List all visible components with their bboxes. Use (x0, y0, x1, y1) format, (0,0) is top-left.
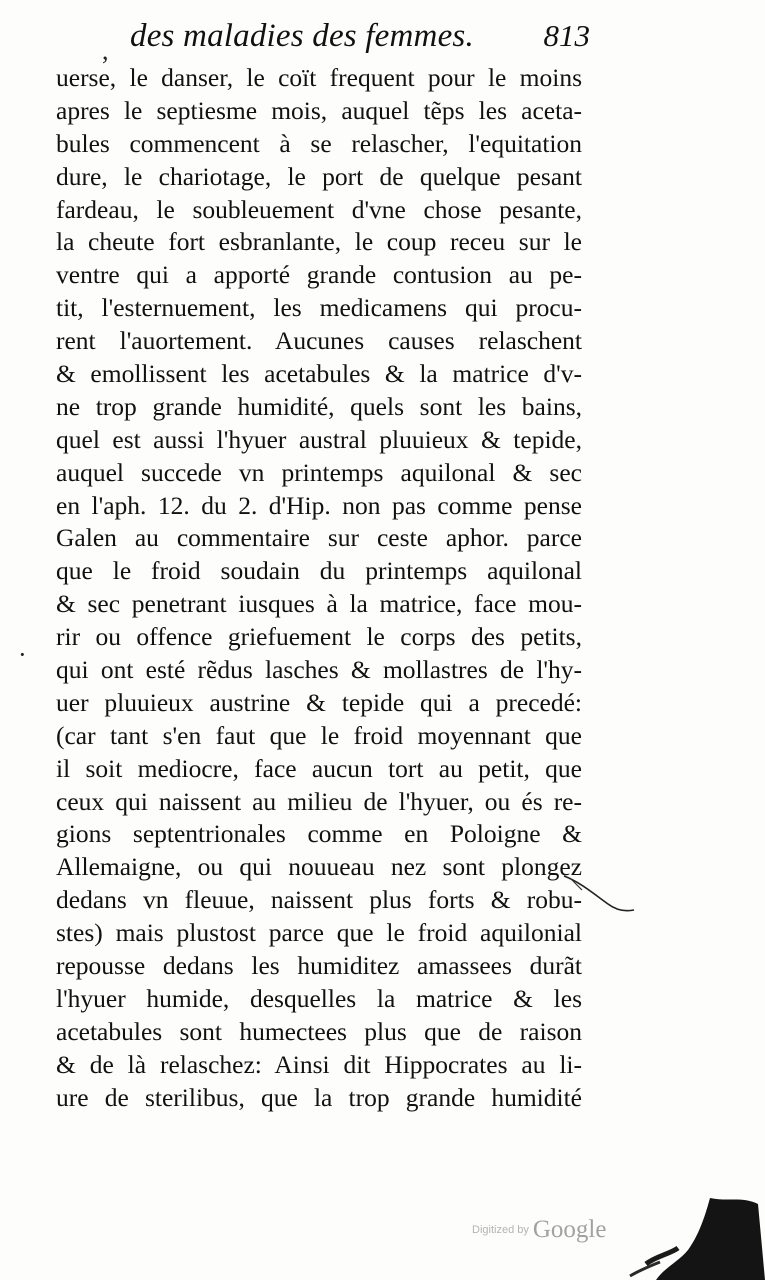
page-number: 813 (543, 18, 590, 53)
text-line: l'hyuer humide, desquelles la matrice & les (56, 983, 582, 1013)
text-line: ventre qui a apporté grande contusion au pe- (56, 260, 582, 290)
text-line: ure de sterilibus, que la trop grande humidité (56, 1082, 582, 1112)
text-line: acetabules sont humectees plus que de raison (56, 1016, 582, 1046)
text-line: uer pluuieux austrine & tepide qui a precedé: (56, 687, 582, 717)
body-text (56, 62, 582, 1115)
text-line: (car tant s'en faut que le froid moyennant que (56, 720, 582, 750)
text-line: que le froid soudain du printemps aquilonal (56, 556, 582, 586)
watermark-prefix: Digitized by (472, 1224, 529, 1236)
text-line: dedans vn fleuue, naissent plus forts & robu- (56, 885, 582, 915)
text-line: uerse, le danser, le coït frequent pour le moins (56, 63, 582, 92)
watermark-brand: Google (532, 1216, 607, 1243)
text-line: ne trop grande humidité, quels sont les bains, (56, 391, 582, 421)
text-line: il soit mediocre, face aucun tort au petit, que (56, 753, 582, 783)
text-line: quel est aussi l'hyuer austral pluuieux & tepide, (56, 424, 582, 454)
margin-mark-left: · (18, 640, 27, 669)
margin-mark-top: , (102, 36, 109, 65)
text-line: dure, le chariotage, le port de quelque pesant (56, 161, 582, 191)
text-line: rent l'auortement. Aucunes causes relaschent (56, 326, 582, 356)
text-line: rir ou offence griefuement le corps des petits, (56, 622, 582, 652)
text-line: & sec penetrant iusques à la matrice, face mou- (56, 589, 582, 619)
text-line: Allemaigne, ou qui nouueau nez sont plongez (56, 852, 582, 882)
text-line: qui ont esté rẽdus lasches & mollastres de l'hy- (56, 655, 582, 685)
text-line: tit, l'esternuement, les medicamens qui procu- (56, 293, 582, 323)
text-line: repousse dedans les humiditez amassees durãt (56, 951, 582, 981)
text-line: & de là relaschez: Ainsi dit Hippocrates au li- (56, 1049, 582, 1079)
text-line: apres le septiesme mois, auquel tẽps les aceta- (56, 95, 582, 125)
text-line: & emollissent les acetabules & la matrice d'v- (56, 359, 582, 389)
text-line: bules commencent à se relascher, l'equitation (56, 128, 582, 158)
text-line: Galen au commentaire sur ceste aphor. parce (56, 523, 582, 553)
pen-stroke-mark (560, 860, 640, 920)
running-head (130, 18, 590, 58)
digitization-watermark (472, 1216, 606, 1244)
text-line: auquel succede vn printemps aquilonal & sec (56, 457, 582, 487)
text-line: stes) mais plustost parce que le froid aquilonial (56, 918, 582, 948)
text-line: la cheute fort esbranlante, le coup receu sur le (56, 227, 582, 257)
text-line: ceux qui naissent au milieu de l'hyuer, ou és re- (56, 786, 582, 816)
running-title: des maladies des femmes. (130, 18, 474, 54)
text-line: fardeau, le soubleuement d'vne chose pesante, (56, 194, 582, 224)
text-line: en l'aph. 12. du 2. d'Hip. non pas comme pense (56, 490, 582, 520)
text-line: gions septentrionales comme en Poloigne & (56, 819, 582, 849)
